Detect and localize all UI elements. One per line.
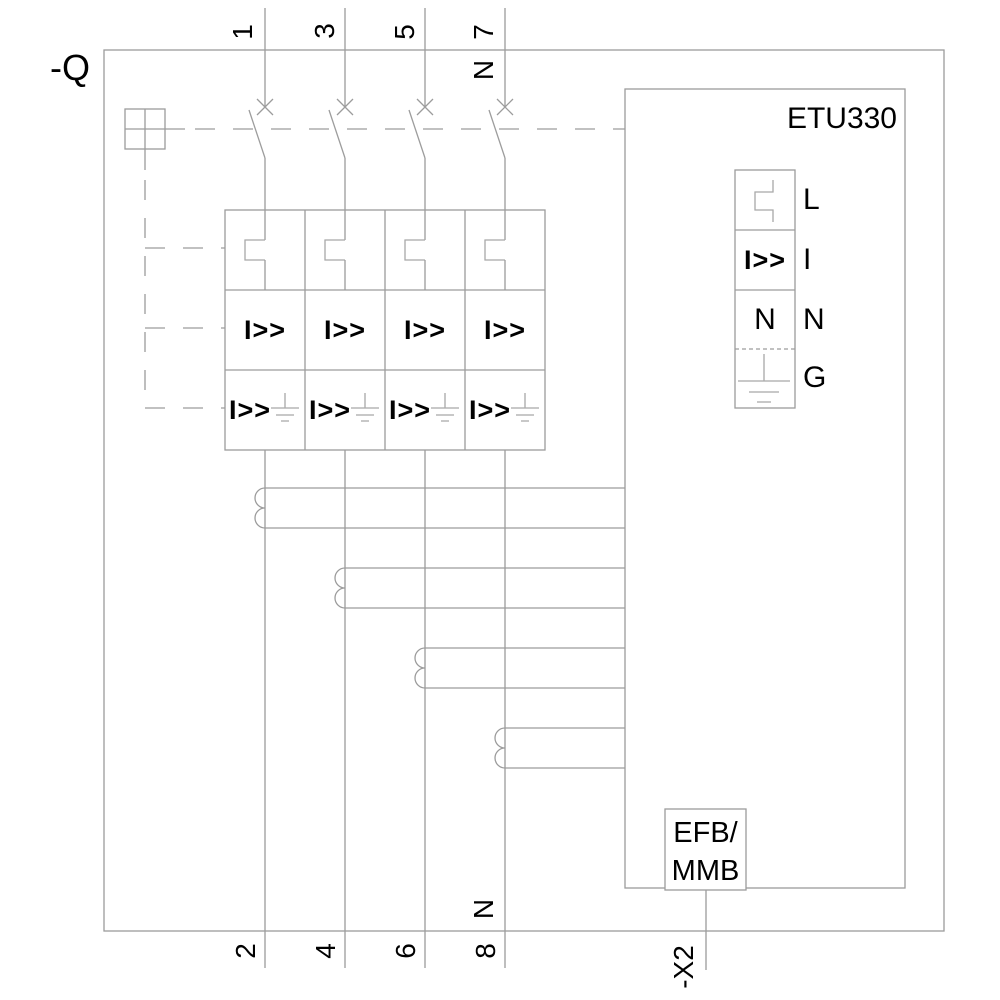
pole-3-ground-fault-label: I>>: [388, 395, 432, 425]
legend-label-G: G: [803, 361, 827, 394]
trip-unit-model: ETU330: [786, 102, 897, 135]
pole-1-short-circuit-label: I>>: [243, 315, 287, 345]
device-designation: -Q: [50, 47, 90, 88]
long-time-curve-icon: [325, 240, 345, 260]
pole-2-short-circuit-label: I>>: [323, 315, 367, 345]
long-time-curve-icon: [485, 240, 505, 260]
long-time-curve-icon: [755, 180, 773, 222]
breaker-blade: [409, 110, 425, 158]
etu-box: [625, 89, 905, 888]
terminal-label-1: 1: [227, 24, 258, 40]
terminal-strip-label: -X2: [668, 945, 699, 989]
breaker-blade: [249, 110, 265, 158]
terminal-label-7: 7: [468, 24, 499, 40]
legend-instantaneous-symbol: I>>: [743, 245, 787, 275]
breaker-blade: [489, 110, 505, 158]
terminal-label-8: 8: [470, 943, 501, 959]
ct-winding-icon: [335, 568, 625, 608]
breaker-blade: [329, 110, 345, 158]
neutral-label-top: N: [468, 59, 499, 81]
legend-label-I: I: [803, 243, 812, 276]
comm-module-label-line1: EFB/: [673, 817, 738, 849]
ct-winding-icon: [255, 488, 625, 528]
terminal-label-2: 2: [230, 943, 261, 959]
long-time-curve-icon: [245, 240, 265, 260]
ct-winding-icon: [415, 648, 625, 688]
legend-neutral-symbol: N: [754, 303, 776, 336]
pole-4-short-circuit-label: I>>: [483, 315, 527, 345]
pole-3-short-circuit-label: I>>: [403, 315, 447, 345]
pole-2-ground-fault-label: I>>: [308, 395, 352, 425]
mechanism-icon: [125, 109, 185, 170]
pole-1: [245, 8, 625, 968]
ground-icon: [738, 354, 790, 402]
long-time-curve-icon: [405, 240, 425, 260]
legend-label-L: L: [803, 183, 820, 216]
legend-label-N: N: [803, 303, 825, 336]
neutral-label-bottom: N: [468, 898, 499, 920]
terminal-label-6: 6: [390, 943, 421, 959]
pole-4-ground-fault-label: I>>: [468, 395, 512, 425]
pole-1-ground-fault-label: I>>: [228, 395, 272, 425]
etu-function-legend: [735, 170, 795, 408]
ct-winding-icon: [495, 728, 625, 768]
terminal-label-3: 3: [309, 23, 340, 39]
terminal-label-4: 4: [310, 943, 341, 959]
terminal-label-5: 5: [389, 24, 420, 40]
comm-module-label-line2: MMB: [671, 855, 740, 887]
